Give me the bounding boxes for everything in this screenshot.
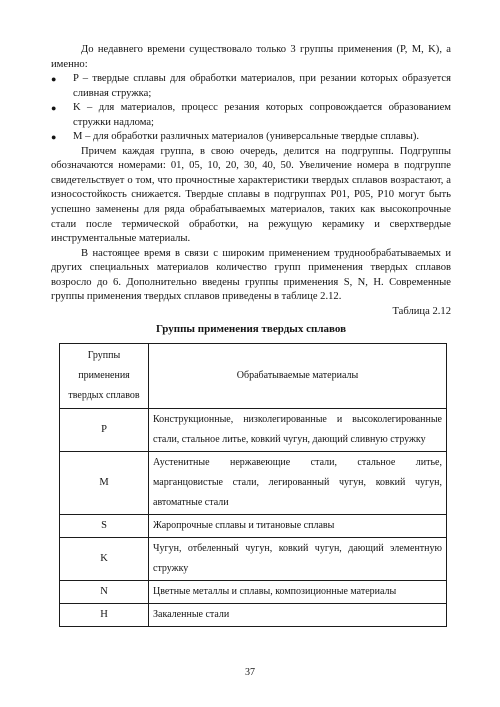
bullet-icon: ● (51, 103, 57, 114)
intro-paragraph: До недавнего времени существовало только 3 группы применения (P, M, K), а именно: (51, 44, 451, 70)
materials-cell: Чугун, отбеленный чугун, ковкий чугун, дающий элементную стружку (149, 538, 447, 581)
table-reference: Таблица 2.12 (392, 305, 451, 317)
list-item-text: P – твердые сплавы для обработки материалов, при резании которых образуется сливная стружка; (73, 73, 451, 99)
list-item (51, 72, 451, 101)
table-caption: Группы применения твердых сплавов (155, 323, 347, 335)
group-cell: S (60, 515, 149, 538)
bullet-icon: ● (51, 74, 57, 85)
materials-cell: Жаропрочные сплавы и титановые сплавы (149, 515, 447, 538)
materials-cell: Цветные металлы и сплавы, композиционные материалы (149, 581, 447, 604)
list-item (51, 101, 451, 130)
body-text (51, 43, 451, 319)
list-item (51, 130, 451, 145)
table-row (60, 538, 447, 581)
page-number: 37 (245, 667, 255, 678)
table-row (60, 515, 447, 538)
groups-table (59, 343, 447, 627)
table-row (60, 409, 447, 452)
subgroups-paragraph: Причем каждая группа, в свою очередь, делится на подгруппы. Подгруппы обозначаются номерами: 01, 05, 10, 20, 30, 40, 50. Увеличение номера в подгруппе свидетельствует о том, что прочностные характеристики твердых сплавов возрастают, а износостойкость снижается. Твердые сплавы в подгруппах P01, P05, P10 могут быть успешно заменены для ряда обрабатываемых материалов, таких как высокопрочные стали после термической обработки, на режущую керамику и сверхтвердые инструментальные материалы. (51, 145, 451, 245)
group-cell: K (60, 538, 149, 581)
table-row (60, 452, 447, 515)
groups-count-paragraph: В настоящее время в связи с широким применением труднообрабатываемых и других специальных материалов количество групп применения твердых сплавов возросло до 6. Дополнительно введены группы применения S, N, H. Современные группы применения твердых сплавов приведены в таблице 2.12. (51, 247, 451, 303)
table-header-row (60, 344, 447, 409)
list-item-text: K – для материалов, процесс резания которых сопровождается образованием стружки надлома; (73, 102, 451, 128)
materials-cell: Конструкционные, низколегированные и высоколегированные стали, стальное литье, ковкий чугун, дающий сливную стружку (149, 409, 447, 452)
table-row (60, 604, 447, 627)
group-cell: P (60, 409, 149, 452)
group-cell: M (60, 452, 149, 515)
materials-cell: Закаленные стали (149, 604, 447, 627)
list-item-text: M – для обработки различных материалов (универсальные твердые сплавы). (73, 131, 420, 143)
table-row (60, 581, 447, 604)
materials-cell: Аустенитные нержавеющие стали, стальное литье, марганцовистые стали, легированный чугун, ковкий чугун, автоматные стали (149, 452, 447, 515)
bullet-icon: ● (51, 132, 57, 143)
group-cell: H (60, 604, 149, 627)
header-group-cell: Группы применения твердых сплавов (60, 344, 149, 409)
group-cell: N (60, 581, 149, 604)
header-materials-cell: Обрабатываемые материалы (149, 344, 447, 409)
